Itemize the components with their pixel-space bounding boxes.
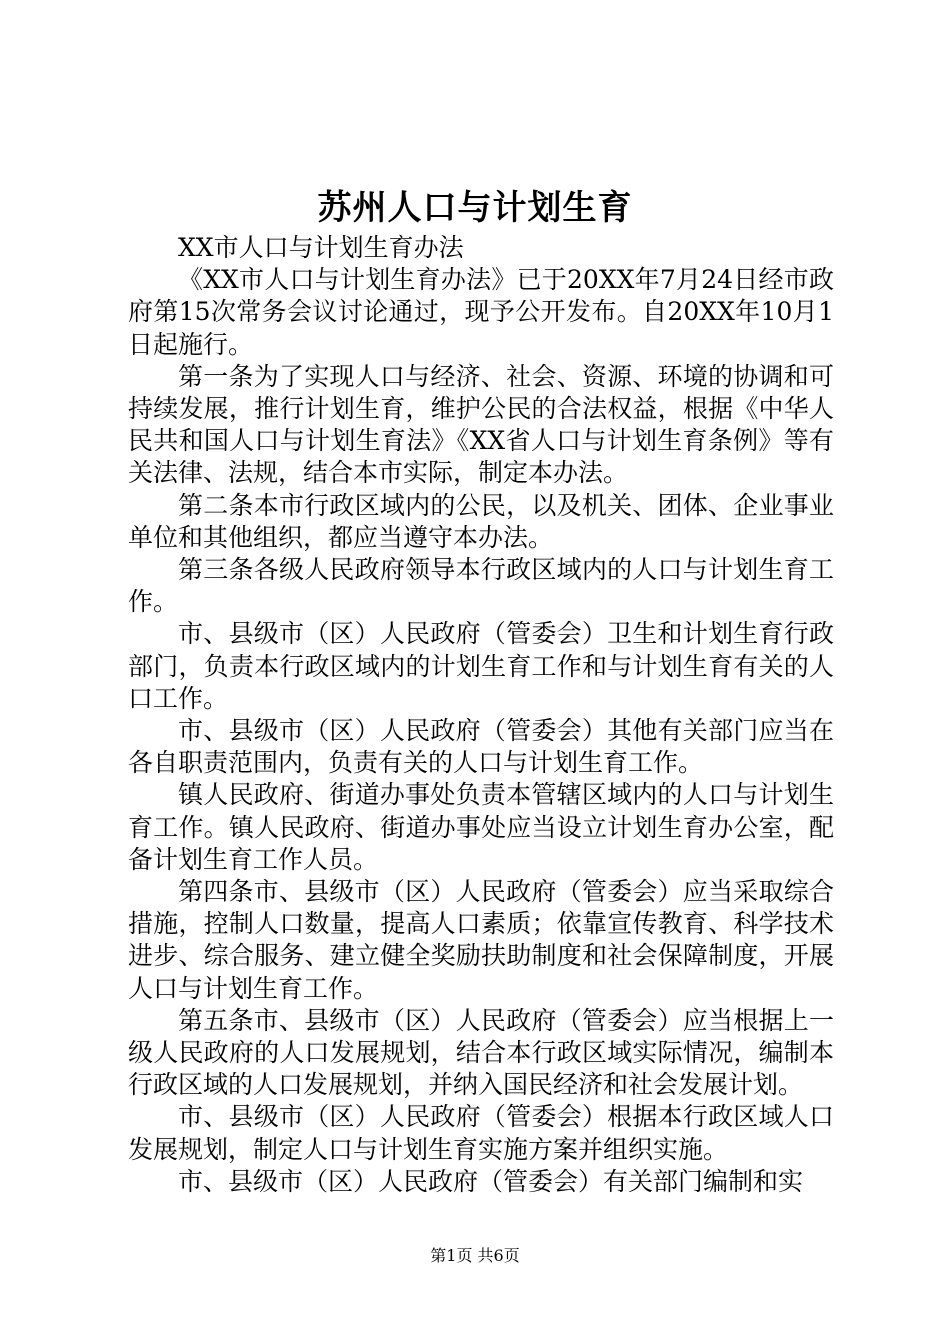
page-title: 苏州人口与计划生育 xyxy=(317,188,633,228)
paragraph: 第五条市、县级市（区）人民政府（管委会）应当根据上一级人民政府的人口发展规划，结合本行政区域实际情况，编制本行政区域的人口发展规划，并纳入国民经济和社会发展计划。 xyxy=(128,1005,834,1100)
paragraph: 第四条市、县级市（区）人民政府（管委会）应当采取综合措施，控制人口数量，提高人口素质；依靠宣传教育、科学技术进步、综合服务、建立健全奖励扶助制度和社会保障制度，开展人口与计划生育工作。 xyxy=(128,877,834,1003)
paragraph: 市、县级市（区）人民政府（管委会）其他有关部门应当在各自职责范围内，负责有关的人口与计划生育工作。 xyxy=(128,716,834,778)
paragraph: 第二条本市行政区域内的公民，以及机关、团体、企业事业单位和其他组织，都应当遵守本办法。 xyxy=(128,490,834,552)
paragraph: 《XX市人口与计划生育办法》已于20XX年7月24日经市政府第15次常务会议讨论通过，现予公开发布。自20XX年10月1日起施行。 xyxy=(128,265,834,359)
page-number-footer: 第1页 共6页 xyxy=(430,1246,520,1265)
document-body xyxy=(128,232,834,1198)
paragraph-heading: XX市人口与计划生育办法 xyxy=(178,233,464,262)
paragraph: 第三条各级人民政府领导本行政区域内的人口与计划生育工作。 xyxy=(128,555,834,617)
paragraph: 第一条为了实现人口与经济、社会、资源、环境的协调和可持续发展，推行计划生育，维护公民的合法权益，根据《中华人民共和国人口与计划生育法》《XX省人口与计划生育条例》等有关法律、法规，结合本市实际，制定本办法。 xyxy=(128,361,834,488)
paragraph: 镇人民政府、街道办事处负责本管辖区域内的人口与计划生育工作。镇人民政府、街道办事处应当设立计划生育办公室，配备计划生育工作人员。 xyxy=(128,780,834,874)
paragraph: 市、县级市（区）人民政府（管委会）根据本行政区域人口发展规划，制定人口与计划生育实施方案并组织实施。 xyxy=(128,1102,834,1164)
paragraph: 市、县级市（区）人民政府（管委会）卫生和计划生育行政部门，负责本行政区域内的计划生育工作和与计划生育有关的人口工作。 xyxy=(128,619,834,713)
paragraph: 市、县级市（区）人民政府（管委会）有关部门编制和实 xyxy=(178,1166,804,1196)
